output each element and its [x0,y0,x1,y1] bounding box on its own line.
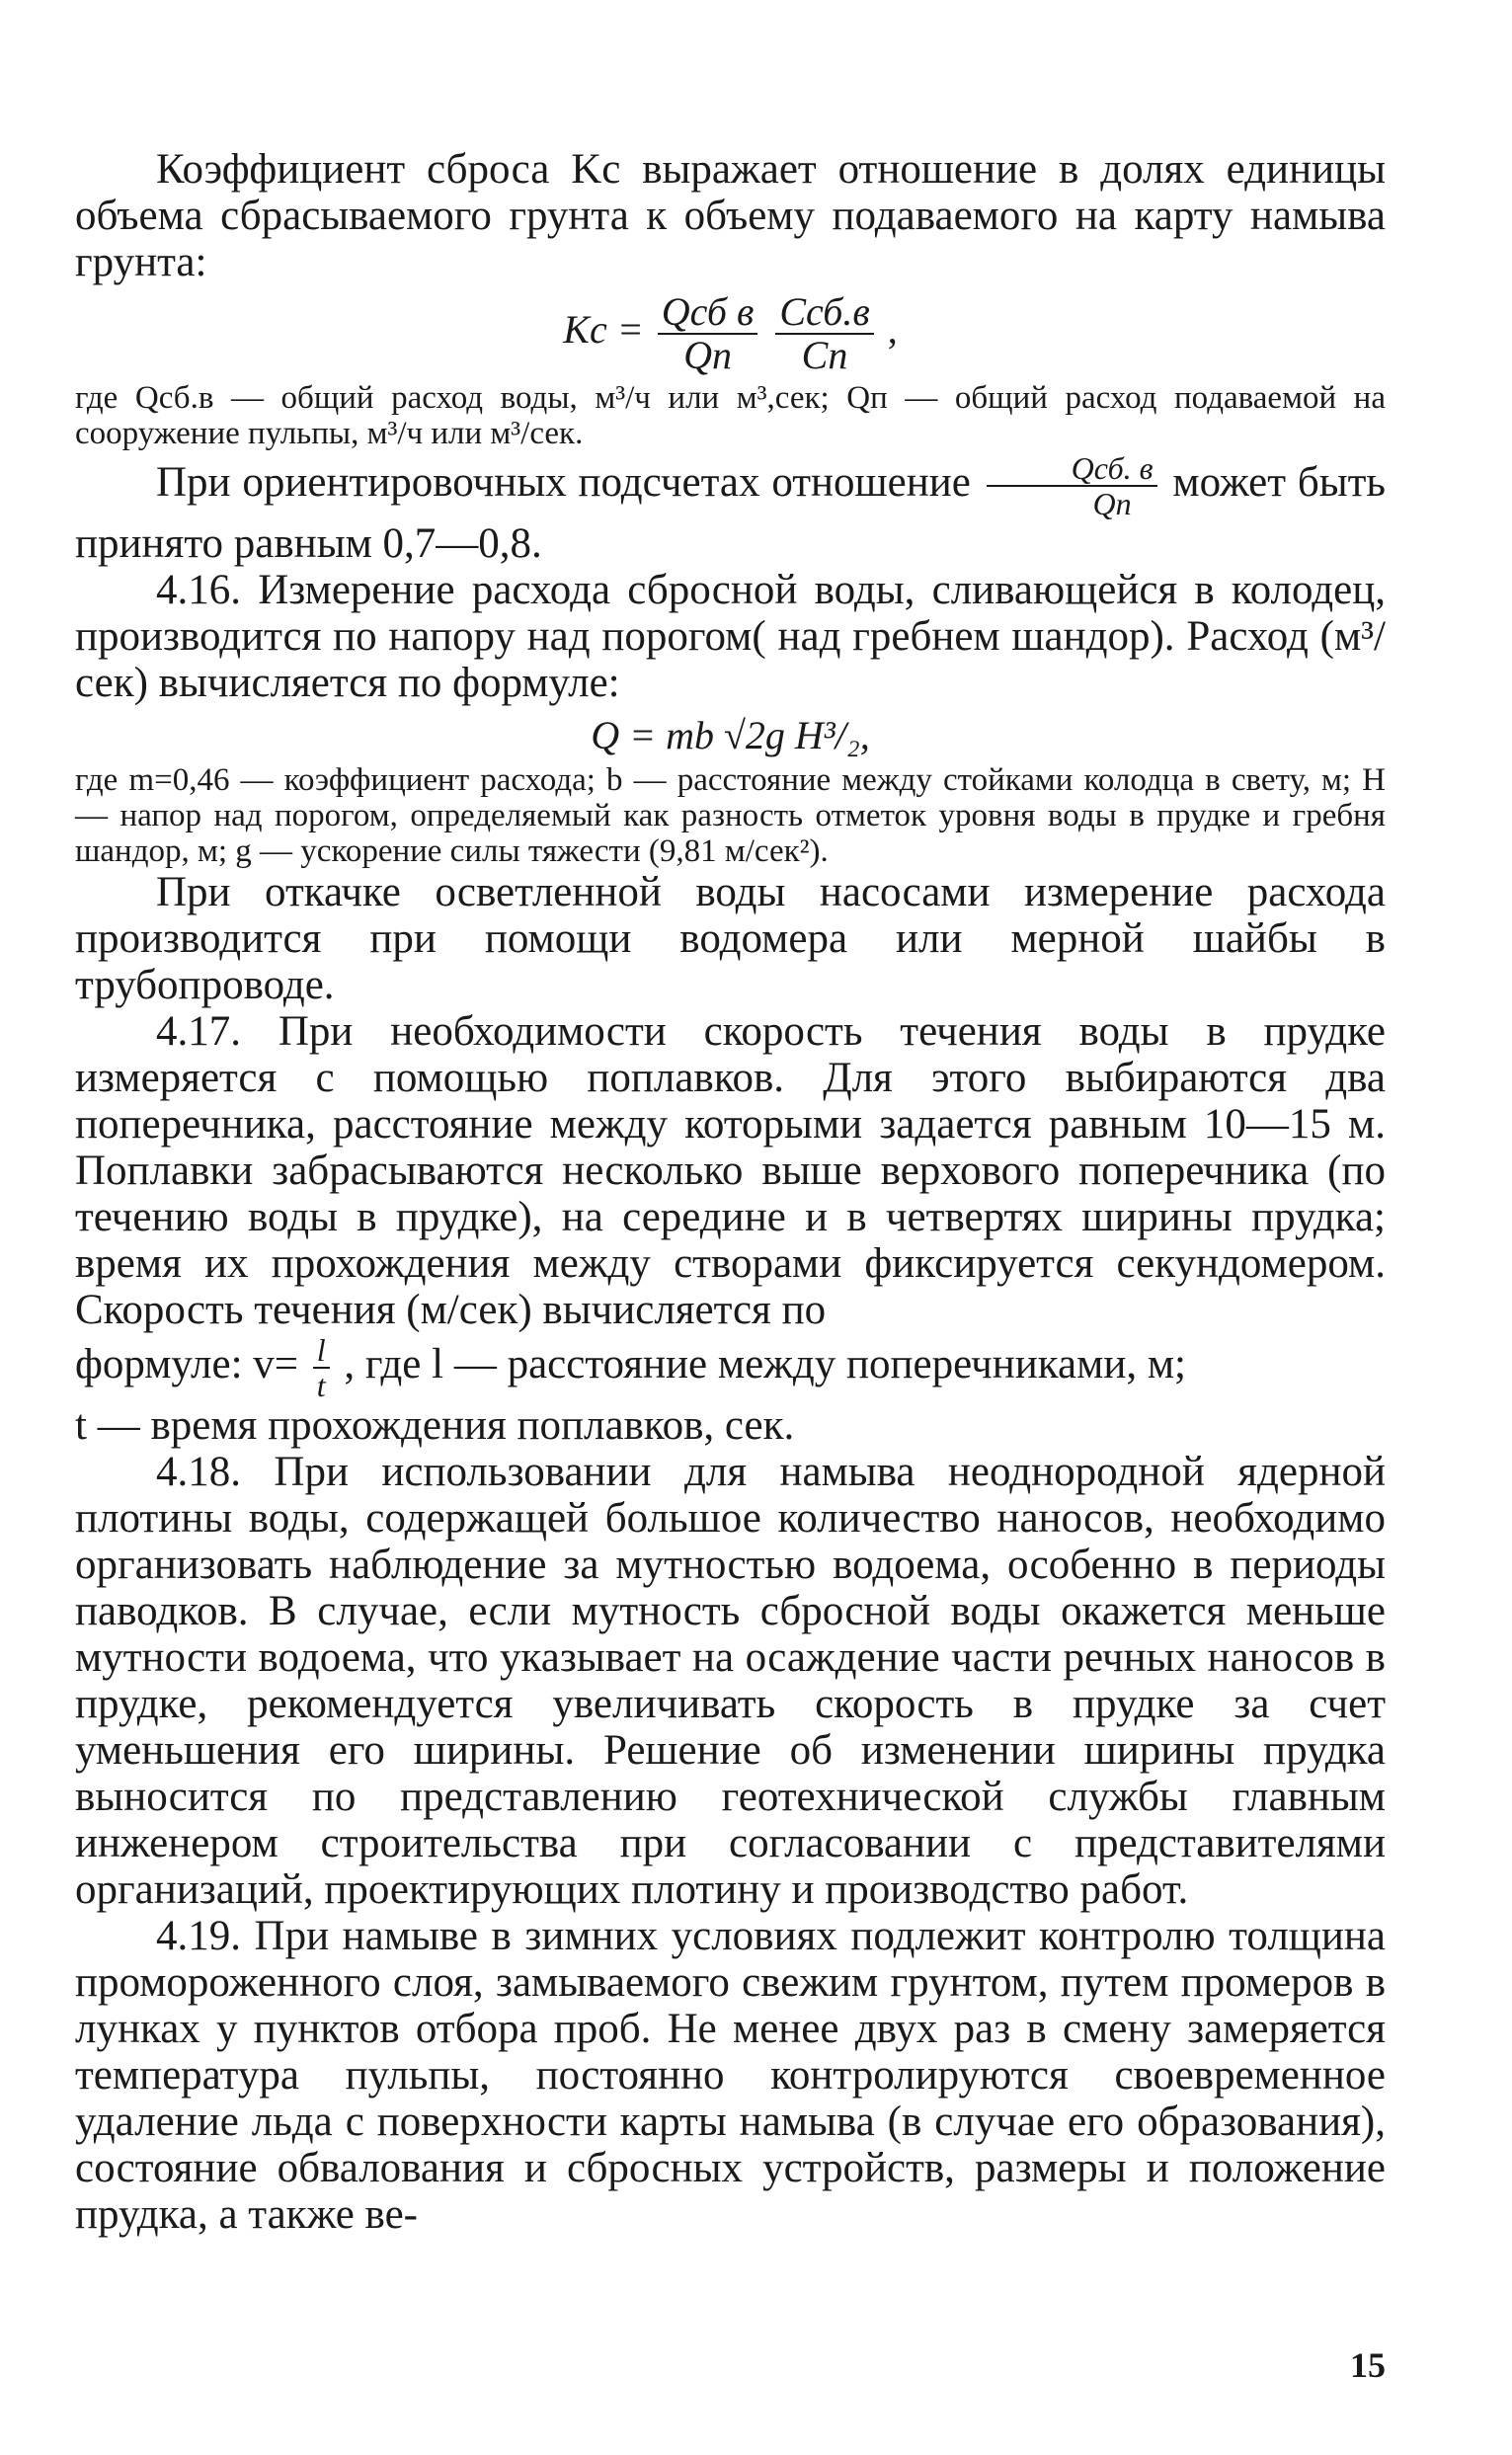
fraction-numerator: Qсб. в [987,451,1157,487]
fraction-flow [658,291,758,376]
note-variables-2: где m=0,46 — коэффициент расхода; b — расстояние между стойками колодца в свету, м; H — напор над порогом, определяемый как разность отметок уровня воды в прудке и гребня шандор, м; g — ускорение силы тяжести (9,81 м/сек²). [75,762,1386,869]
paragraph-velocity-formula [75,1333,1386,1402]
paragraph-4-18: 4.18. При использовании для намыва неоднородной ядерной плотины воды, содержащей большое количество наносов, необходимо организовать наблюдение за мутностью водоема, особенно в периоды паводков. В случае, если мутность сбросной воды окажется меньше мутности водоема, что указывает на осаждение части речных наносов в прудке, рекомендуется увеличивать скорость в прудке за счет уменьшения его ширины. Решение об изменении ширины прудка выносится по представлению геотехнической службы главным инженером строительства при согласовании с представителями организаций, проектирующих плотину и производство работ. [75,1449,1386,1913]
note-variables-1: где Qсб.в — общий расход воды, м³/ч или м³,сек; Qп — общий расход подаваемой на сооружение пульпы, м³/ч или м³/сек. [75,380,1386,451]
fraction-ratio [987,451,1157,520]
formula-discharge-coefficient [75,291,1386,376]
text-before: формуле: v= [75,1340,299,1387]
paragraph-approximate-ratio [75,451,1386,567]
paragraph-4-19: 4.19. При намыве в зимних условиях подлежит контролю толщина промороженного слоя, замываемого свежим грунтом, путем промеров в лунках у пунктов отбора проб. Не менее двух раз в смену замеряется температура пульпы, постоянно контролируются своевременное удаление льда с поверхности карты намыва (в случае его образования), состояние обвалования и сбросных устройств, размеры и положение прудка, а также ве- [75,1913,1386,2238]
paragraph-pumping: При откачке осветленной воды насосами измерение расхода производится при помощи водомера или мерной шайбы в трубопроводе. [75,869,1386,1008]
fraction-numerator: Qсб в [658,291,758,335]
page-number: 15 [1350,2345,1386,2385]
fraction-numerator: Cсб.в [775,291,873,335]
formula-text: Q = mb √2g H³/₂, [591,713,870,757]
text-after: может быть принято равным 0,7—0,8. [75,458,1386,567]
paragraph-time-definition: t — время прохождения поплавков, сек. [75,1402,795,1449]
paragraph-4-16: 4.16. Измерение расхода сбросной воды, сливающейся в колодец, производится по напору над порогом( над гребнем шандор). Расход (м³/сек) вычисляется по формуле: [75,567,1386,706]
paragraph-discharge-coefficient: Коэффициент сброса Kс выражает отношение в долях единицы объема сбрасываемого грунта к объему подаваемого на карту намыва грунта: [75,146,1386,285]
fraction-denominator: Qп [683,333,732,377]
formula-lhs: Kс = [563,307,644,353]
fraction-numerator: l [313,1333,330,1369]
paragraph-4-17: 4.17. При необходимости скорость течения воды в прудке измеряется с помощью поплавков. Для этого выбираются два поперечника, расстояние между которыми задается равным 10—15 м. Поплавки забрасываются несколько выше верхового поперечника (по течению воды в прудке), на середине и в четвертях ширины прудка; время их прохождения между створами фиксируется секундомером. Скорость течения (м/сек) вычисляется по [75,1008,1386,1333]
formula-end: , [887,307,898,353]
text-after: , где l — расстояние между поперечниками, м; [344,1340,1186,1387]
fraction-denominator: Cп [801,333,848,377]
formula-weir-flow [75,712,1386,758]
fraction-velocity [313,1333,330,1402]
fraction-denominator: Qп [1092,486,1132,521]
text-before: При ориентировочных подсчетах отношение [156,458,971,506]
fraction-denominator: t [316,1368,326,1403]
fraction-concentration [775,291,873,376]
